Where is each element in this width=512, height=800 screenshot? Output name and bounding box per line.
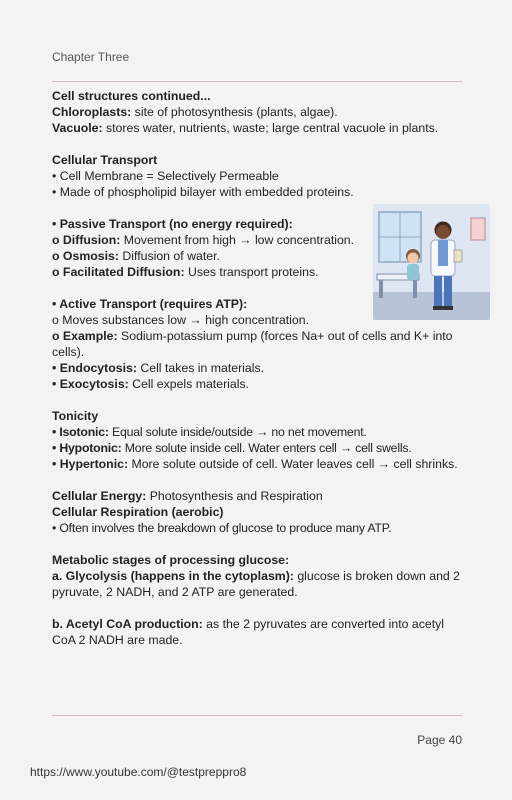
section-heading-tonicity: Tonicity <box>52 409 99 423</box>
osmosis-line: o Osmosis: Diffusion of water. <box>52 249 220 263</box>
endocytosis-line: • Endocytosis: Cell takes in materials. <box>52 361 265 375</box>
glucose-breakdown-line: • Often involves the breakdown of glucose to produce many ATP. <box>52 521 392 535</box>
acetyl-coa-line: b. Acetyl CoA production: as the 2 pyruvates are converted into acetyl CoA 2 NADH are made. <box>52 617 445 647</box>
doctor-and-child-illustration <box>373 204 490 320</box>
passive-transport-heading: • Passive Transport (no energy required): <box>52 217 293 231</box>
section-heading-cell-structures: Cell structures continued... <box>52 89 211 103</box>
page-number: Page 40 <box>417 733 462 747</box>
top-divider <box>52 81 462 82</box>
hypertonic-line: • Hypertonic: More solute outside of cell. Water leaves cell → cell shrinks. <box>52 457 458 471</box>
diffusion-line: o Diffusion: Movement from high → low concentration. <box>52 233 355 247</box>
exocytosis-line: • Exocytosis: Cell expels materials. <box>52 377 250 391</box>
cellular-respiration-heading: Cellular Respiration (aerobic) <box>52 505 224 519</box>
facilitated-diffusion-line: o Facilitated Diffusion: Uses transport proteins. <box>52 265 319 279</box>
example-pump-line: o Example: Sodium-potassium pump (forces Na+ out of cells and K+ into cells). <box>52 329 453 359</box>
section-heading-cellular-transport: Cellular Transport <box>52 153 158 167</box>
cellular-energy-line: Cellular Energy: Photosynthesis and Respiration <box>52 489 323 503</box>
footer-url: https://www.youtube.com/@testpreppro8 <box>30 765 247 779</box>
chapter-header: Chapter Three <box>52 50 130 64</box>
chloroplasts-line: Chloroplasts: site of photosynthesis (plants, algae). <box>52 105 338 119</box>
phospholipid-line: • Made of phospholipid bilayer with embedded proteins. <box>52 185 354 199</box>
vacuole-line: Vacuole: stores water, nutrients, waste; large central vacuole in plants. <box>52 121 439 135</box>
active-transport-heading: • Active Transport (requires ATP): <box>52 297 248 311</box>
bottom-divider <box>52 715 462 716</box>
membrane-line: • Cell Membrane = Selectively Permeable <box>52 169 279 183</box>
metabolic-stages-heading: Metabolic stages of processing glucose: <box>52 553 290 567</box>
page-body <box>52 88 464 648</box>
low-to-high-line: o Moves substances low → high concentration. <box>52 313 310 327</box>
isotonic-line: • Isotonic: Equal solute inside/outside → no net movement. <box>52 425 367 439</box>
glycolysis-line: a. Glycolysis (happens in the cytoplasm): glucose is broken down and 2 pyruvate, 2 NADH, and 2 ATP are generated. <box>52 569 461 599</box>
hypotonic-line: • Hypotonic: More solute inside cell. Water enters cell → cell swells. <box>52 441 412 455</box>
